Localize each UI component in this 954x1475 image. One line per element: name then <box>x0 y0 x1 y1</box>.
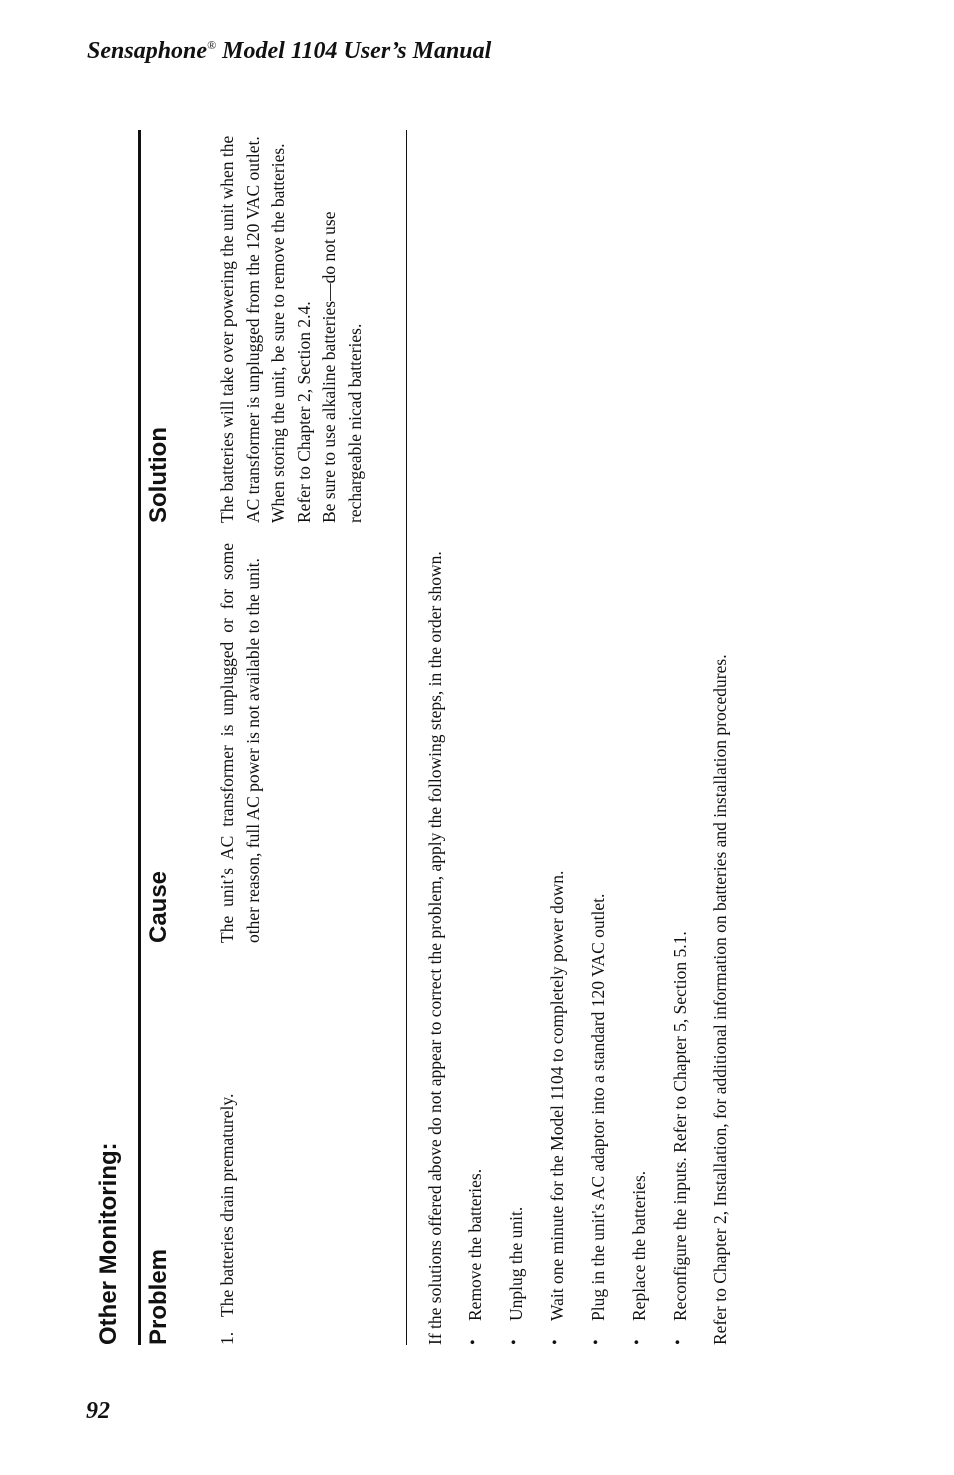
solution-text: The batteries will take over powering the unit when the AC transformer is unplugged from the 120 VAC outlet. When storing the unit, be sure to remove the batteries. Refer to Chapter 2, Section 2.4. <box>217 135 314 523</box>
table-bottom-rule <box>406 130 407 1345</box>
header-title: Model 1104 User’s Manual <box>216 38 492 64</box>
page-number: 92 <box>86 1398 110 1424</box>
column-header-cause: Cause <box>145 870 172 943</box>
registered-mark: ® <box>207 38 217 52</box>
problem-text: The batteries drain prematurely. <box>217 1093 237 1317</box>
intro-paragraph: If the solutions offered above do not appear to correct the problem, apply the following steps, in the order shown. <box>425 551 445 1345</box>
list-item: • Plug in the unit's AC adaptor into a standard 120 VAC outlet. <box>588 871 629 1345</box>
table-top-rule <box>138 130 141 1345</box>
closing-paragraph: Refer to Chapter 2, Installation, for additional information on batteries and installation procedures. <box>710 654 730 1345</box>
rotated-page-content <box>95 110 755 1345</box>
header-brand: Sensaphone <box>87 38 208 64</box>
section-title: Other Monitoring: <box>95 1142 122 1345</box>
bullet-icon: • <box>588 1339 605 1345</box>
column-header-problem: Problem <box>145 1248 172 1345</box>
bullet-icon: • <box>670 1339 687 1345</box>
table-row-problem <box>215 1075 241 1345</box>
bullet-icon: • <box>629 1339 646 1345</box>
list-item: • Reconfigure the inputs. Refer to Chapter 5, Section 5.1. <box>670 871 711 1345</box>
running-header <box>87 38 491 65</box>
row-number: 1. <box>217 1331 237 1345</box>
steps-list <box>465 871 711 1345</box>
bullet-icon: • <box>506 1339 523 1345</box>
column-header-solution: Solution <box>145 427 172 523</box>
list-item: • Replace the batteries. <box>629 871 670 1345</box>
list-item: • Remove the batteries. <box>465 871 506 1345</box>
bullet-icon: • <box>547 1339 564 1345</box>
solution-cell <box>215 128 368 523</box>
solution-note: Be sure to use alkaline batteries—do not use rechargeable nicad batteries. <box>319 211 365 523</box>
cause-text: The unit’s AC transformer is unplugged or for some other reason, full AC power is not available to the unit. <box>217 543 263 943</box>
list-item: • Wait one minute for the Model 1104 to completely power down. <box>547 871 588 1345</box>
list-item: • Unplug the unit. <box>506 871 547 1345</box>
bullet-icon: • <box>465 1339 482 1345</box>
